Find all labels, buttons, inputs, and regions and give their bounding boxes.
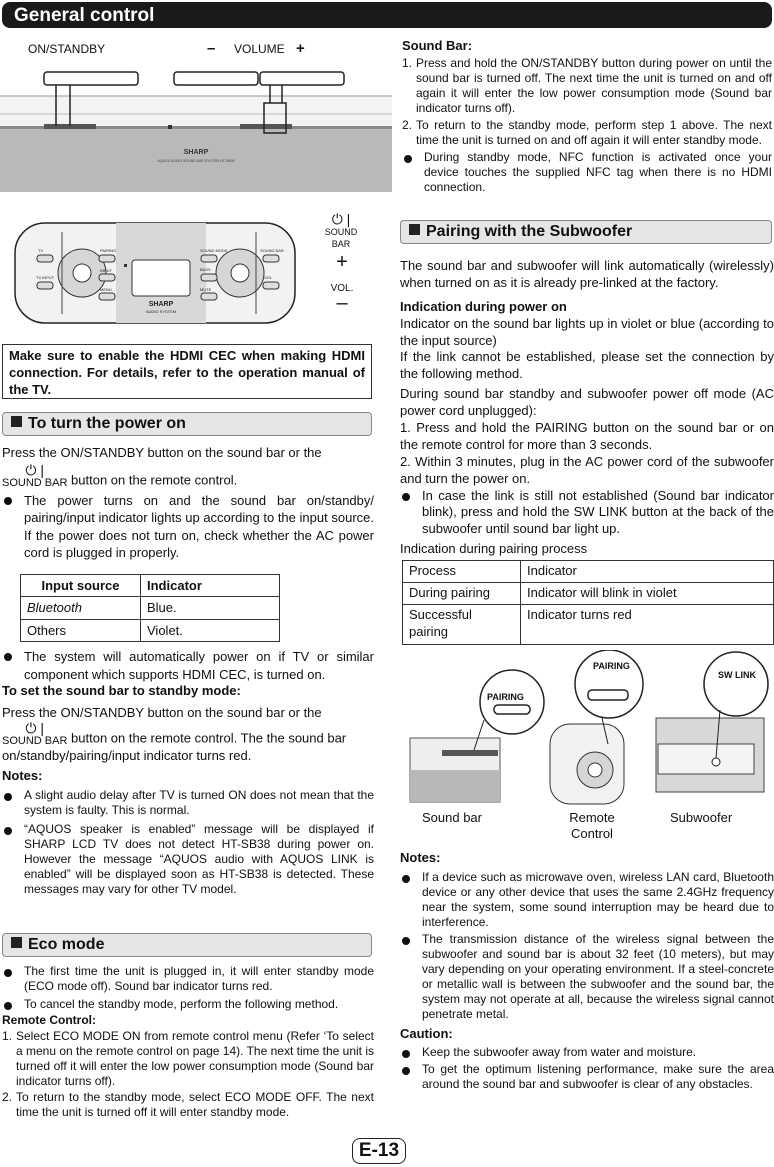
list-item: The first time the unit is plugged in, it will enter standby mode (ECO mode off). Sound bar indicator turns red.	[2, 964, 374, 994]
svg-text:AQUOS AUDIO SOUND BAR SYSTEM H: AQUOS AUDIO SOUND BAR SYSTEM HT-SB38	[157, 159, 235, 163]
standby-section	[2, 682, 374, 765]
pairing-figure	[402, 650, 774, 845]
caption-remote-control: Remote Control	[569, 810, 615, 841]
svg-text:MENU: MENU	[100, 287, 112, 292]
on-standby-label: ON/STANDBY	[28, 42, 106, 56]
list-item: During standby mode, NFC function is activated once your device touches the supplied NFC tag when there is no HDMI connection.	[402, 150, 772, 195]
list-item: 1. Select ECO MODE ON from remote control menu (Refer ‘To select a menu on the remote control on page 14). The next time the unit is turned off it will enter the low power consumption mode (Sound bar indicator turns off).	[2, 1029, 374, 1088]
power-on-section	[2, 444, 374, 683]
svg-text:SOUND BAR: SOUND BAR	[260, 248, 284, 253]
svg-text:SHARP: SHARP	[183, 149, 209, 156]
svg-text:PAIRING: PAIRING	[100, 248, 117, 253]
svg-text:TV: TV	[38, 248, 44, 253]
if-text: If the link cannot be established, please set the connection by the following method.	[400, 349, 774, 382]
svg-text:MUTE: MUTE	[200, 287, 212, 292]
vol-plus-icon: +	[336, 251, 348, 273]
pairing-section	[400, 258, 774, 558]
volume-label: VOLUME	[234, 42, 285, 56]
list-item: The system will automatically power on if TV or similar component which supports HDMI CEC, is turned on.	[2, 648, 374, 683]
list-item: In case the link is still not established (Sound bar indicator blink), press and hold the SW LINK button at the back of the subwoofer until sound bar light up.	[400, 488, 774, 539]
page-number: E-13	[352, 1138, 406, 1164]
svg-text:VOL: VOL	[264, 275, 273, 280]
notes-heading: Notes:	[2, 768, 43, 783]
input-source-table: Input source Indicator Bluetooth Blue. Others Violet.	[20, 574, 280, 643]
caption-subwoofer: Subwoofer	[670, 810, 733, 825]
list-item: To cancel the standby mode, perform the following method.	[2, 997, 374, 1012]
standby-heading: To set the sound bar to standby mode:	[2, 683, 241, 698]
volume-icon-group	[322, 251, 362, 314]
caption-sound-bar: Sound bar	[422, 810, 482, 825]
standby-line2: button on the remote control. The the sound bar on/standby/pairing/input indicator turns red.	[2, 730, 347, 764]
sound-bar-icon-label: SOUND BAR	[324, 227, 358, 250]
power-icon: ⏻ |	[331, 211, 351, 227]
vol-icon-label: VOL.	[330, 283, 354, 294]
volume-minus-label: –	[207, 40, 216, 57]
list-item: 2. To return to the standby mode, perform step 1 above. The next time the unit is turned on and off again it will enter standby mode.	[402, 118, 772, 148]
during-text: During sound bar standby and subwoofer power off mode (AC power cord unplugged):	[400, 386, 774, 419]
soundbar-illustration	[0, 34, 392, 204]
remote-illustration	[14, 222, 296, 324]
remote-control-heading: Remote Control:	[2, 1013, 96, 1027]
pairing-label: PAIRING	[593, 661, 630, 671]
hdmi-note: Make sure to enable the HDMI CEC when making HDMI connection. For details, refer to the operation manual of the TV.	[2, 344, 372, 399]
page-header	[2, 2, 772, 28]
remote-figure	[14, 222, 296, 324]
eco-mode-section	[2, 964, 374, 1120]
vol-minus-icon: –	[336, 292, 348, 314]
list-item: The transmission distance of the wireless signal between the subwoofer and sound bar is about 32 feet (10 meters), but may vary depending on your operating environment. If a steel-concrete or metallic wall is between the subwoofer and the sound bar, the system may not operate at all, because the wireless signal cannot penetrate metal.	[400, 932, 774, 1022]
svg-text:INPUT: INPUT	[100, 268, 112, 273]
standby-line1: Press the ON/STANDBY button on the sound bar or the	[2, 704, 322, 720]
indication-text: Indicator on the sound bar lights up in violet or blue (according to the input source)	[400, 315, 774, 348]
power-on-heading: To turn the power on	[2, 412, 372, 436]
notes-left	[2, 768, 374, 897]
sw-link-label: SW LINK	[718, 670, 756, 680]
pairing-heading: Pairing with the Subwoofer	[400, 220, 772, 244]
svg-text:SOUND MODE: SOUND MODE	[200, 248, 228, 253]
pairing-intro: The sound bar and subwoofer will link automatically (wirelessly) when turned on as it is already pre-linked at the factory.	[400, 258, 774, 290]
list-item: A slight audio delay after TV is turned ON does not mean that the system is faulty. This is normal.	[2, 788, 374, 818]
list-item: “AQUOS speaker is enabled” message will be displayed if SHARP LCD TV does not detect HT-SB38 during power on. However the message “AQUOS audio with AQUOS LINK is enabled” will be displayed soon as HT-SB38 is detected. These messages may vary for other TV model.	[2, 822, 374, 897]
header-title: General control	[14, 5, 155, 26]
sound-bar-inline-icon: ⏻ | SOUND BAR	[2, 720, 68, 748]
list-item: The power turns on and the sound bar on/standby/ pairing/input indicator lights up according to the input source. If the power does not turn on, check whether the AC power cord is plugged in properly.	[2, 492, 374, 562]
svg-text:BASS: BASS	[200, 267, 211, 272]
process-heading: Indication during pairing process	[400, 541, 588, 557]
list-item: 1. Press and hold the ON/STANDBY button during power on until the sound bar is turned off. The next time the unit is turned on and off again it will enter the low power consumption mode (Sound bar indicator turns off).	[402, 56, 772, 116]
pairing-step-1: 1. Press and hold the PAIRING button on the sound bar or on the remote control for more than 3 seconds.	[400, 420, 774, 452]
indication-power-on-heading: Indication during power on	[400, 298, 567, 314]
pairing-process-table: Process Indicator During pairing Indicator will blink in violet Successful pairing Indicator turns red	[402, 560, 774, 645]
list-item: Keep the subwoofer away from water and moisture.	[400, 1045, 774, 1060]
pairing-label: PAIRING	[487, 692, 524, 702]
sound-bar-inline-icon: ⏻ | SOUND BAR	[2, 461, 68, 489]
sound-bar-button-icon	[316, 212, 366, 251]
pairing-step-2: 2. Within 3 minutes, plug in the AC power cord of the subwoofer and turn the power on.	[400, 453, 774, 486]
sound-bar-section	[402, 38, 772, 195]
eco-mode-heading: Eco mode	[2, 933, 372, 957]
list-item: 2. To return to the standby mode, select ECO MODE OFF. The next time the unit is turned off it will enter standby mode.	[2, 1090, 374, 1119]
svg-text:TV INPUT: TV INPUT	[36, 275, 55, 280]
list-item: To get the optimum listening performance, make sure the area around the sound bar and subwoofer is clear of any obstacles.	[400, 1062, 774, 1092]
list-item: If a device such as microwave oven, wireless LAN card, Bluetooth device or any other device that uses the same 2.4GHz frequency near the system, some sound interruption may be heard due to interference.	[400, 870, 774, 930]
power-on-intro-end: button on the remote control.	[71, 472, 238, 487]
svg-text:AUDIO SYSTEM: AUDIO SYSTEM	[145, 309, 177, 314]
volume-plus-label: +	[296, 40, 305, 57]
power-on-intro: Press the ON/STANDBY button on the sound bar or the	[2, 445, 322, 460]
notes-right	[400, 850, 774, 1092]
svg-text:SHARP: SHARP	[148, 301, 174, 308]
notes-heading: Notes:	[400, 850, 441, 865]
soundbar-figure	[0, 34, 392, 204]
caution-heading: Caution:	[400, 1026, 453, 1042]
sound-bar-heading: Sound Bar:	[402, 38, 473, 53]
